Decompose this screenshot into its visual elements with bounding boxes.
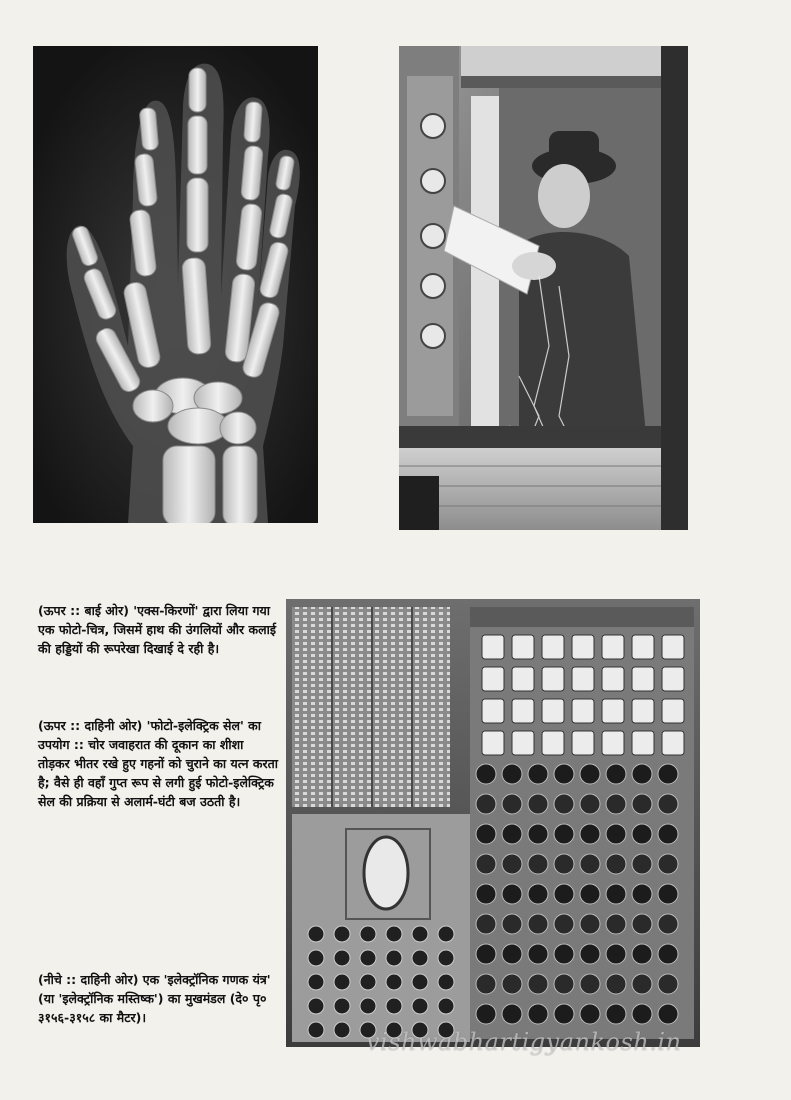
electronic-computer-panel-photo (286, 599, 700, 1047)
caption-electronic-computer: (नीचे :: दाहिनी ओर) एक 'इलेक्ट्रॉनिक गणक यंत्र' (या 'इलेक्ट्रॉनिक मस्तिष्क') का मुखमंडल (दे० पृ० ३१५६-३१५८ का मैटर)। (38, 972, 271, 1025)
caption-photoelectric-cell: (ऊपर :: दाहिनी ओर) 'फोटो-इलेक्ट्रिक सेल' का उपयोग :: चोर जवाहरात की दूकान का शीशा तोड़कर भीतर रखे हुए गहनों को चुराने का यत्न करता है; वैसे ही वहाँ गुप्त रूप से लगी हुई फोटो-इलेक्ट्रिक सेल की प्रक्रिया से अलार्म-घंटी बज उठती है। (38, 718, 278, 809)
site-watermark: vishwabhartigyankosh.in (366, 1028, 682, 1056)
caption-xray-photo: (ऊपर :: बाई ओर) 'एक्स-किरणों' द्वारा लिया गया एक फोटो-चित्र, जिसमें हाथ की उंगलियों और कलाई की हड्डियों की रूपरेखा दिखाई दे रही है। (38, 603, 276, 656)
photoelectric-cell-shop-photo (399, 46, 688, 530)
xray-hand-photo (33, 46, 318, 523)
